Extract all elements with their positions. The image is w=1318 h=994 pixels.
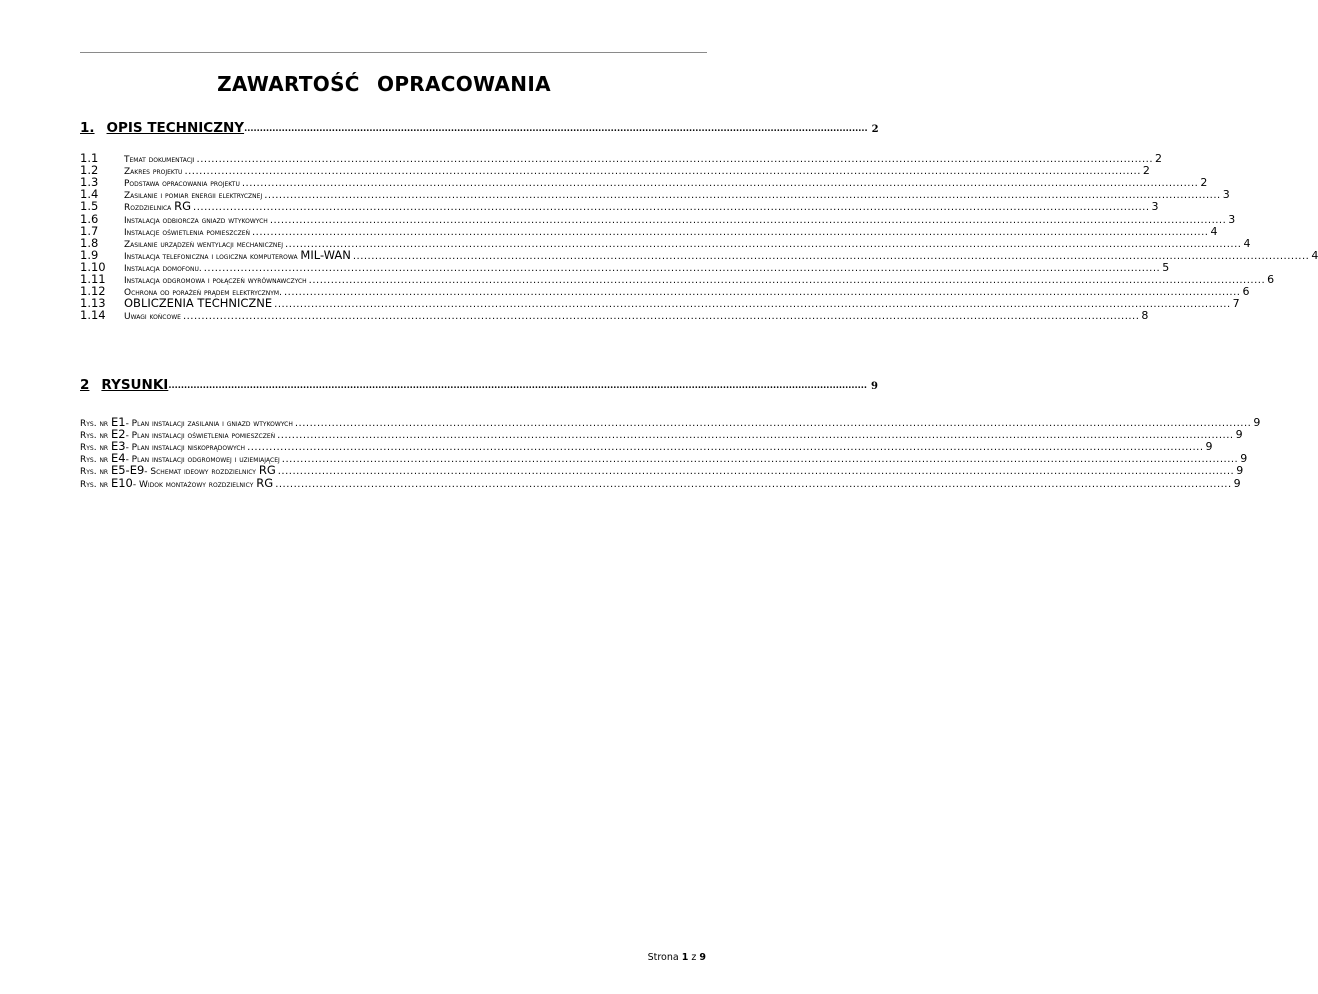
toc-item-number: 1.10 bbox=[80, 259, 106, 274]
toc-item-text-large: OBLICZENIA TECHNICZNE bbox=[124, 296, 273, 311]
toc-item[interactable] bbox=[80, 247, 1318, 262]
toc-item-title bbox=[124, 155, 195, 165]
drawing-tail: RG bbox=[258, 463, 276, 478]
toc-item-text: Instalacja odbiorcza gniazd wtykowych bbox=[124, 215, 268, 226]
drawing-prefix: Rys. nr bbox=[80, 479, 111, 490]
section-title: OPIS TECHNICZNY bbox=[106, 120, 245, 136]
drawing-text: - Plan instalacji zasilania i gniazd wtykowych bbox=[125, 419, 293, 430]
dot-leader: ............................................................................................................................................................................................................................... bbox=[168, 381, 868, 391]
footer-prefix: Strona bbox=[647, 952, 682, 963]
toc-item[interactable] bbox=[80, 272, 1275, 287]
toc-item[interactable] bbox=[80, 259, 1170, 274]
toc-item-page: 5 bbox=[1162, 260, 1170, 274]
toc-item-text: Podstawa opracowania projektu bbox=[124, 179, 240, 190]
toc-item-number: 1.2 bbox=[80, 163, 99, 178]
toc-item-page: 3 bbox=[1222, 188, 1230, 202]
toc-item-text: Instalacje oświetlenia pomieszczeń bbox=[124, 227, 250, 238]
toc-item-title bbox=[124, 199, 191, 213]
section-number: 2 bbox=[80, 377, 90, 393]
drawing-prefix: Rys. nr bbox=[80, 455, 111, 466]
drawing-code: E2 bbox=[110, 427, 126, 442]
toc-item-text: Instalacja domofonu. bbox=[124, 263, 202, 274]
toc-item[interactable] bbox=[80, 308, 1149, 323]
drawings-list bbox=[80, 415, 1261, 490]
dot-leader: .................................................................................................................................................................................................................................................................... bbox=[203, 262, 1161, 274]
toc-item-text: Ochrona od porażeń prądem elektrycznym. bbox=[124, 288, 282, 299]
toc-item-text-large: RG bbox=[174, 199, 192, 214]
dot-leader: .................................................................................................................................................................................................................................................................... bbox=[251, 226, 1209, 238]
drawing-code: E10 bbox=[110, 475, 133, 490]
toc-item-page: 4 bbox=[1210, 224, 1218, 238]
drawing-text: - Plan instalacji odgromowej i uziemiającej bbox=[125, 455, 280, 466]
drawing-text: - Schemat ideowy rozdzielnicy bbox=[144, 467, 259, 478]
toc-item-title bbox=[124, 167, 182, 177]
dot-leader: .................................................................................................................................................................................................................................................................... bbox=[193, 202, 1150, 214]
dot-leader: .................................................................................................................................................................................................................................................................... bbox=[264, 190, 1221, 202]
toc-item[interactable] bbox=[80, 223, 1218, 238]
toc-list bbox=[80, 151, 1318, 323]
drawing-prefix: Rys. nr bbox=[80, 467, 111, 478]
dot-leader: .................................................................................................................................................................................................................................................................... bbox=[184, 166, 1141, 178]
toc-item-number: 1.13 bbox=[80, 296, 106, 311]
toc-item-page: 6 bbox=[1267, 273, 1275, 287]
toc-item-title bbox=[124, 276, 307, 286]
dot-leader: .................................................................................................................................................................................................................................................................... bbox=[182, 311, 1140, 323]
drawing-page: 9 bbox=[1253, 416, 1261, 430]
toc-item-title bbox=[124, 264, 202, 274]
toc-item-number: 1.7 bbox=[80, 223, 99, 238]
toc-item-page: 2 bbox=[1155, 152, 1162, 166]
toc-item-number: 1.14 bbox=[80, 308, 106, 323]
toc-item-text: Zakres projektu bbox=[124, 167, 183, 178]
toc-item-text: Instalacja telefoniczna i logiczna komputerowa bbox=[124, 251, 301, 262]
toc-item-text: Zasilanie i pomiar energii elektrycznej bbox=[124, 191, 263, 202]
dot-leader: .................................................................................................................................................................................................................................................................... bbox=[283, 287, 1241, 299]
toc-item-title bbox=[124, 312, 181, 322]
drawing-item[interactable] bbox=[80, 475, 1241, 490]
toc-item-page: 3 bbox=[1151, 200, 1159, 214]
drawing-page: 9 bbox=[1240, 452, 1248, 466]
footer-total-pages: 9 bbox=[699, 952, 706, 963]
header-rule bbox=[80, 52, 707, 53]
dot-leader: .................................................................................................................................................................................................................................................................... bbox=[275, 478, 1232, 490]
drawing-code: E5-E9 bbox=[110, 463, 145, 478]
toc-item-number: 1.9 bbox=[80, 247, 99, 262]
drawing-prefix: Rys. nr bbox=[80, 419, 111, 430]
toc-item[interactable] bbox=[80, 296, 1240, 311]
dot-leader: .................................................................................................................................................................................................................................................................... bbox=[284, 238, 1242, 250]
dot-leader: .................................................................................................................................................................................................................................................................... bbox=[274, 299, 1231, 311]
toc-item-page: 7 bbox=[1232, 297, 1240, 311]
drawing-code: E4 bbox=[110, 451, 126, 466]
toc-item-page: 6 bbox=[1242, 285, 1250, 299]
toc-item-title bbox=[124, 248, 351, 262]
dot-leader: .................................................................................................................................................................................................................................................................... bbox=[294, 418, 1252, 430]
toc-item-page: 4 bbox=[1243, 236, 1251, 250]
drawing-prefix: Rys. nr bbox=[80, 431, 111, 442]
document-title: ZAWARTOŚĆ OPRACOWANIA bbox=[217, 72, 551, 96]
footer-separator: z bbox=[688, 952, 700, 963]
footer-current-page: 1 bbox=[681, 952, 689, 963]
toc-item-title bbox=[124, 296, 272, 310]
toc-item-page: 8 bbox=[1141, 309, 1149, 323]
toc-item-text-large: MIL-WAN bbox=[300, 247, 351, 262]
dot-leader: .................................................................................................................................................................................................................................................................... bbox=[281, 454, 1239, 466]
toc-item-number: 1.5 bbox=[80, 199, 99, 214]
drawing-page: 9 bbox=[1205, 440, 1213, 454]
dot-leader: ....................................................................................................................................................................................................... bbox=[244, 124, 868, 134]
toc-item[interactable] bbox=[80, 163, 1150, 178]
dot-leader: .................................................................................................................................................................................................................................................................... bbox=[241, 178, 1199, 190]
toc-item-text: Zasilanie urządzeń wentylacji mechanicznej bbox=[124, 239, 283, 250]
drawing-title bbox=[80, 476, 273, 490]
drawing-text: - Widok montażowy rozdzielnicy bbox=[132, 479, 257, 490]
drawing-text: - Plan instalacji oświetlenia pomieszczeń bbox=[125, 431, 276, 442]
toc-item-text: Instalacja odgromowa i połączeń wyrównawczych bbox=[124, 276, 307, 287]
toc-item-number: 1.8 bbox=[80, 235, 99, 250]
section-title: RYSUNKI bbox=[101, 377, 169, 393]
toc-item-page: 2 bbox=[1200, 176, 1208, 190]
dot-leader: .................................................................................................................................................................................................................................................................... bbox=[277, 466, 1235, 478]
page-footer bbox=[648, 952, 706, 963]
dot-leader: .................................................................................................................................................................................................................................................................... bbox=[308, 275, 1266, 287]
section-number: 1. bbox=[80, 120, 95, 136]
section-page: 9 bbox=[871, 381, 879, 392]
dot-leader: .................................................................................................................................................................................................................................................................... bbox=[247, 442, 1204, 454]
toc-item-number: 1.6 bbox=[80, 211, 99, 226]
toc-item-number: 1.1 bbox=[80, 151, 99, 166]
toc-item-page: 2 bbox=[1142, 164, 1150, 178]
toc-item-number: 1.11 bbox=[80, 272, 106, 287]
section-heading-2[interactable] bbox=[80, 373, 879, 393]
drawing-tail: RG bbox=[256, 475, 274, 490]
toc-item[interactable] bbox=[80, 175, 1208, 190]
toc-item-number: 1.4 bbox=[80, 187, 99, 202]
drawing-page: 9 bbox=[1235, 428, 1243, 442]
section-heading-1[interactable] bbox=[80, 116, 879, 136]
toc-item[interactable] bbox=[80, 151, 1162, 166]
toc-item-number: 1.12 bbox=[80, 284, 106, 299]
toc-item-text: Uwagi końcowe bbox=[124, 312, 181, 323]
toc-item-title bbox=[124, 179, 240, 189]
drawing-code: E3 bbox=[110, 439, 126, 454]
dot-leader: .................................................................................................................................................................................................................................................................... bbox=[196, 154, 1153, 166]
section-page: 2 bbox=[871, 124, 879, 135]
drawing-prefix: Rys. nr bbox=[80, 443, 111, 454]
toc-item-text: Temat dokumentacji bbox=[124, 155, 195, 166]
toc-item[interactable] bbox=[80, 211, 1236, 226]
dot-leader: .................................................................................................................................................................................................................................................................... bbox=[269, 214, 1227, 226]
toc-item-text: Rozdzielnica bbox=[124, 203, 175, 214]
drawing-page: 9 bbox=[1236, 464, 1244, 478]
toc-item-page: 3 bbox=[1228, 212, 1236, 226]
toc-item-number: 1.3 bbox=[80, 175, 99, 190]
toc-item[interactable] bbox=[80, 199, 1159, 214]
toc-item-title bbox=[124, 216, 268, 226]
toc-item-page: 4 bbox=[1311, 248, 1318, 262]
drawing-code: E1 bbox=[110, 415, 126, 430]
drawing-text: - Plan instalacji niskoprądowych bbox=[125, 443, 246, 454]
dot-leader: .................................................................................................................................................................................................................................................................... bbox=[352, 250, 1310, 262]
toc-item-title bbox=[124, 228, 250, 238]
dot-leader: .................................................................................................................................................................................................................................................................... bbox=[277, 430, 1234, 442]
drawing-page: 9 bbox=[1233, 476, 1241, 490]
